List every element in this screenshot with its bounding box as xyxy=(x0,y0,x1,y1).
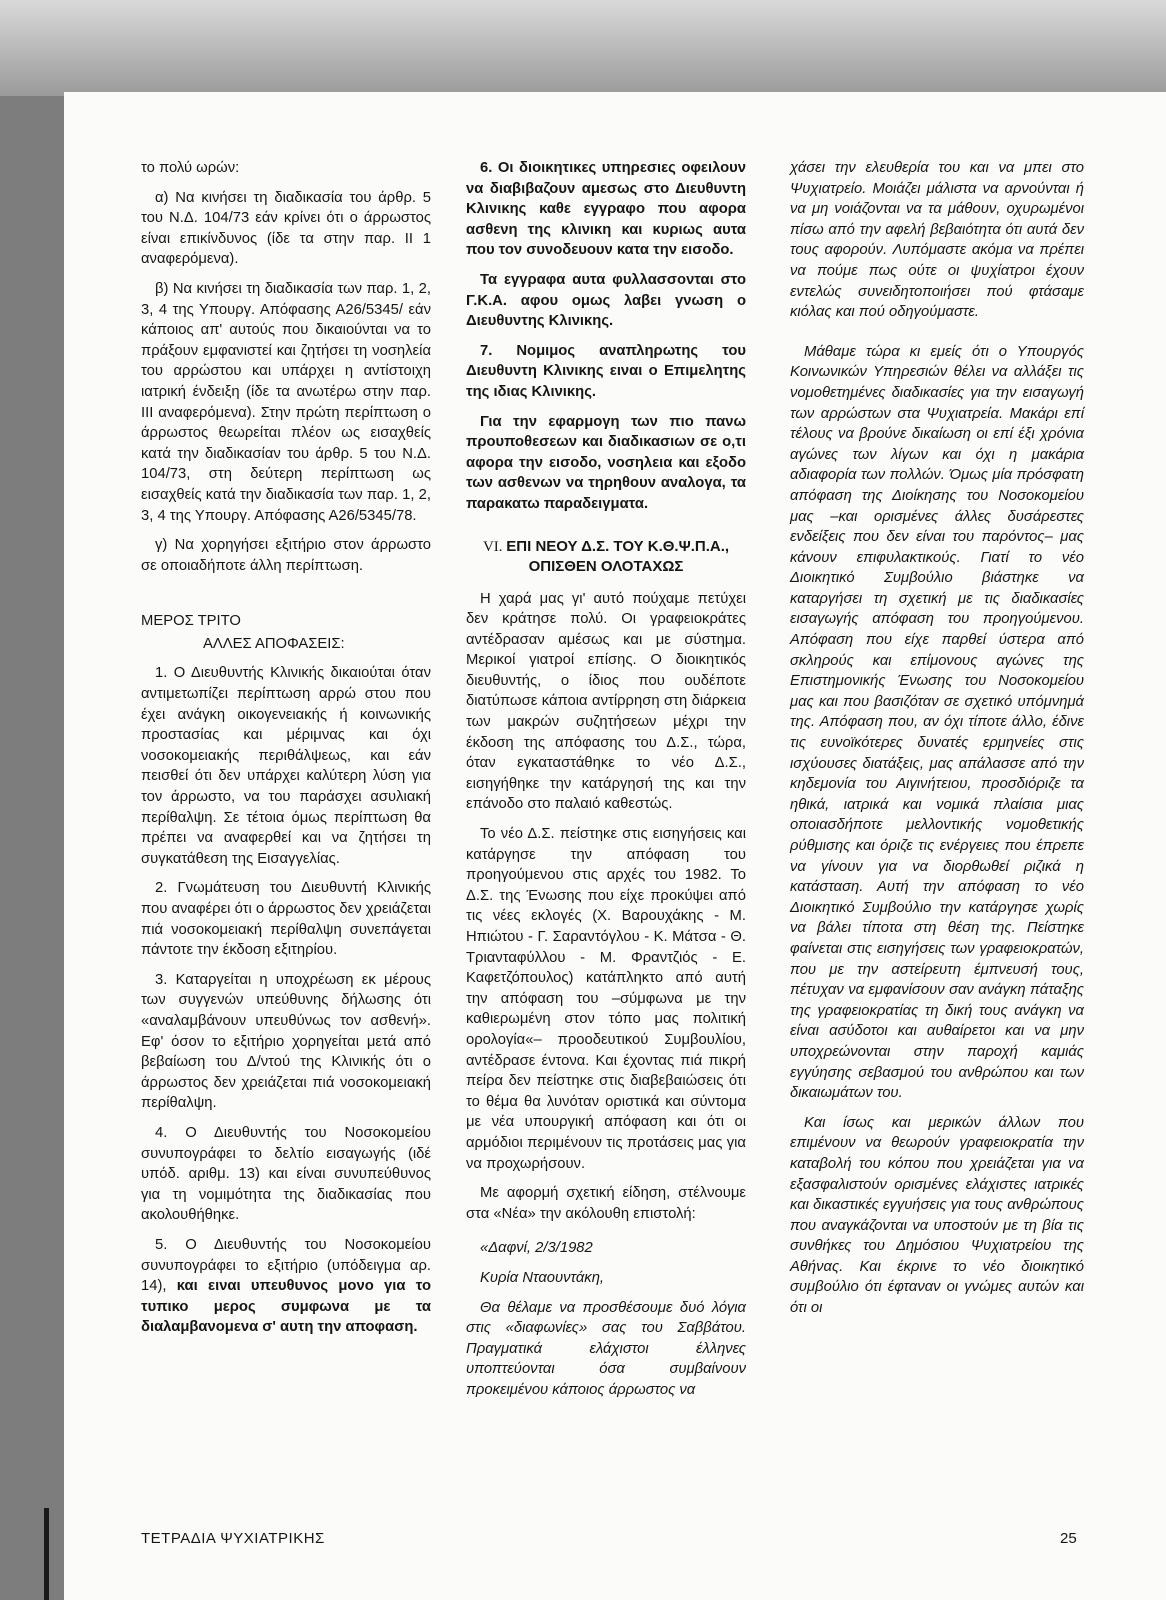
paragraph: 4. Ο Διευθυντής του Νοσοκομείου συνυπογράφει το δελτίο εισαγωγής (ιδέ υπόδ. αριθμ. 13) και είναι συνυπεύθυνος για τη νομιμότητα της διαδικασίας που ακολουθήθηκε. xyxy=(141,1124,431,1224)
spacer xyxy=(790,332,1084,342)
spacer xyxy=(141,585,431,611)
paragraph: 1. Ο Διευθυντής Κλινικής δικαιούται όταν αντιμετωπίζει περίπτωση αρρώ στου που έχει ανάγκη οικογενειακής ή κοινωνικής προστασίας και μέριμνας και όχι νοσοκομειακής περιθάλψεως, και εάν πεισθεί ότι δεν υπάρχει καλύτερη λύση για τον άρρωστο, να του παράσχει ασυλιακή περίθαλψη. Σε τέτοια όμως περίπτωση θα πρέπει να αναφερθεί και να ζητήσει τη συγκατάθεση της Εισαγγελίας. xyxy=(141,665,431,867)
binding-edge xyxy=(44,1508,49,1600)
paragraph: το πολύ ωρών: xyxy=(141,160,240,176)
section-title-line2: ΟΠΙΣΘΕΝ ΟΛΟΤΑΧΩΣ xyxy=(528,557,684,575)
letter-date: «Δαφνί, 2/3/1982 xyxy=(480,1240,593,1257)
paragraph: Η χαρά μας γι' αυτό πούχαμε πετύχει δεν κράτησε πολύ. Οι γραφειοκράτες αντέδρασαν αμέσως και με σύστημα. Μερικοί γιατροί επίσης. Ο διοικητικός διευθυντής, ο ίδιος που ουδέποτε διατύπωσε κάποια αντίρρηση στη διάρκεια των μακρών συζητήσεων μέχρι την έκδοση της απόφασης του Δ.Σ., τώρα, όταν εγκαταστάθηκε το νέο Δ.Σ., εισηγήθηκε την κατάργησή της και την επάνοδο στο παλαιό καθεστώς. xyxy=(466,590,746,813)
paragraph: γ) Να χορηγήσει εξιτήριο στον άρρωστο σε οποιαδήποτε άλλη περίπτωση. xyxy=(141,537,431,574)
column-1 xyxy=(141,158,431,1347)
paragraph: Με αφορμή σχετική είδηση, στέλνουμε στα «Νέα» την ακόλουθη επιστολή: xyxy=(466,1185,746,1222)
paragraph xyxy=(141,1235,431,1338)
paragraph: Και ίσως και μερικών άλλων που επιμένουν να θεωρούν γραφειοκρατία την καταβολή του κόπου που χρειάζεται για να εξασφαλιστούν ορισμένες ελάχιστες ιατρικές και δικαστικές εγγυήσεις για τους ανθρώπους που αναγκάζονται να υποστούν με τη βία τις συνθήκες του Δημόσιου Ψυχιατρείου της Αθήνας. Και έκρινε το νέο διοικητικό συμβούλιο ότι έφταναν οι γνώμες αυτών και ότι οι xyxy=(790,1114,1084,1317)
column-2 xyxy=(466,158,746,1409)
paragraph-text: 5. Ο Διευθυντής του Νοσοκομείου συνυπογράφει το εξιτήριο (υπόδειγμα αρ. 14), xyxy=(141,1236,431,1295)
paragraph: 7. Νομιμος αναπληρωτης του Διευθυντη Κλινικης ειναι ο Επιμελητης της ιδιας Κλινικης. xyxy=(466,342,746,400)
letter-salutation: Κυρία Νταουντάκη, xyxy=(480,1269,605,1286)
page-number: 25 xyxy=(1060,1530,1077,1547)
paragraph: α) Να κινήσει τη διαδικασία του άρθρ. 5 του Ν.Δ. 104/73 εάν κρίνει ότι ο άρρωστος είναι επικίνδυνος (ίδε τα στην παρ. ΙΙ 1 αναφερόμενα). xyxy=(141,189,431,268)
journal-title: ΤΕΤΡΑΔΙΑ ΨΥΧΙΑΤΡΙΚΗΣ xyxy=(141,1530,325,1547)
part-title: ΜΕΡΟΣ ΤΡΙΤΟ xyxy=(141,613,241,630)
paragraph: Μάθαμε τώρα κι εμείς ότι ο Υπουργός Κοινωνικών Υπηρεσιών θέλει να αλλάξει τις νομοθετημένες διαδικασίες για την εισαγωγή των αρρώστων στα Ψυχιατρεία. Μακάρι επί τέλους να βρούνε δικαίωση οι επί έξι χρόνια αγώνες των λίγων και όχι η μακάρια αδιαφορία των πολλών. Όμως μία πρόσφατη απόφαση της Διοίκησης του Νοσοκομείου μας –και ορισμένες άλλες δυσάρεστες ενδείξεις που δεν είναι του παρόντος– μας κάνουν επιφυλακτικούς. Γιατί το νέο Διοικητικό Συμβούλιο βιάστηκε να καταργήσει τη σχετική με τις διαδικασίες εισαγωγής απόφαση του προηγούμενου. Απόφαση που είχε παρθεί ύστερα από σκληρούς και επίμονους αγώνες της Επιστημονικής Ένωσης του Νοσοκομείου μας και που βασιζόταν σε σχετικό υπόμνημά της. Απόφαση που, αν όχι τίποτε άλλο, έδινε τις ευνοϊκότερες δυνατές ερμηνείες στις ισχύουσες διατάξεις, μας απάλασσε από την κηδεμονία του Αιγινήτειου, προσδιόριζε τα ηθικά, ιατρικά και νομικά πλαίσια μιας οποιασδήποτε μελλοντικής νομοθετικής ρύθμισης και όριζε τις ενέργειες που έπρεπε να γίνουν για να διορθωθεί ριζικά η κατάσταση. Αυτή την απόφαση το νέο Διοικητικό Συμβούλιο την κατάργησε χωρίς να βάλει τίποτα στη θέση της. Πείστηκε φαίνεται στις εισηγήσεις των γραφειοκρατών, που με την αστείρευτη έμπνευσή τους, πέτυχαν να εμφανίσουν σαν ανάγκη πάταξης της γραφειοκρατίας τη δική τους ανάγκη να είναι ασύδοτοι και αυθαίρετοι και να μην υποχρεώνονται στην παροχή καμιάς εγγύησης σεβασμού του ανθρώπου και των δικαιωμάτων του. xyxy=(790,343,1084,1102)
paragraph: χάσει την ελευθερία του και να μπει στο Ψυχιατρείο. Μοιάζει μάλιστα να αρνούνται ή να μη νοιάζονται να τα μάθουν, οχυρωμένοι πίσω από την αφελή βεβαιότητα ότι αυτά δεν τους αφορούν. Λυπόμαστε ακόμα να πρέπει να πούμε πως ούτε οι ψυχίατροι έχουν εντελώς συνειδητοποιήσει πού φτάσαμε κιόλας και πού οδηγούμαστε. xyxy=(790,160,1084,321)
section-heading xyxy=(466,537,746,577)
paragraph: Το νέο Δ.Σ. πείστηκε στις εισηγήσεις και κατάργησε την απόφαση του προηγούμενου στις αρχές του 1982. Το Δ.Σ. της Ένωσης που είχε προκύψει από τις νέες εκλογές (Χ. Βαρουχάκης - Μ. Ηπιώτου - Γ. Σαραντόγλου - Κ. Μάτσα - Θ. Τριανταφύλλου - Μ. Φραντζιός - Ε. Καφετζόπουλος) κατάπληκτο από αυτή την απόφαση του –σύμφωνα με την καθιερωμένη στον τόπο μας πολιτική ορολογία«– προοδευτικού Συμβουλίου, αντέδρασε έντονα. Και έχοντας πιά πικρή πείρα δεν πείστηκε στις διαβεβαιώσεις ότι το θέμα θα λυνόταν οριστικά και σύντομα με νέα υπουργική απόφαση και ότι οι αρμόδιοι περιμένουν τις προτάσεις μας για να προχωρήσουν. xyxy=(466,826,746,1172)
paragraph: Τα εγγραφα αυτα φυλλασσονται στο Γ.Κ.Α. αφου ομως λαβει γνωση ο Διευθυντης Κλινικης. xyxy=(466,271,746,330)
paragraph: β) Να κινήσει τη διαδικασία των παρ. 1, 2, 3, 4 της Υπουργ. Απόφασης Α26/5345/ εάν κάποιος απ' αυτούς που δικαιούνται να το πράξουν εμφανιστεί και ζητήσει τη νοσηλεία του αρρώστου και υπάρχει η αντίστοιχη ιατρική ένδειξη (ίδε τα ανωτέρω στην παρ. ΙΙΙ αναφερόμενα). Στην πρώτη περίπτωση ο άρρωστος θεωρείται πλέον ως εισαχθείς κατά την διαδικασίαν του άρθρ. 5 του Ν.Δ. 104/73, στη δεύτερη περίπτωση ως εισαχθείς κατά την διαδικασία των παρ. 1, 2, 3, 4 της Υπουργ. Απόφασης Α26/5345/78. xyxy=(141,280,431,524)
column-3 xyxy=(790,158,1084,1328)
section-number: VI. xyxy=(482,538,503,555)
paragraph: Θα θέλαμε να προσθέσουμε δυό λόγια στις «διαφωνίες» σας του Σαββάτου. Πραγματικά ελάχιστοι έλληνες υποπτεύονται όσα συμβαίνουν προκειμένου κάποιος άρρωστος να xyxy=(466,1299,746,1398)
paragraph: 2. Γνωμάτευση του Διευθυντή Κλινικής που αναφέρει ότι ο άρρωστος δεν χρειάζεται πιά νοσοκομειακή περίθαλψη συνεπάγεται πάντοτε την έκδοση εξιτηρίου. xyxy=(141,880,431,959)
scanner-background xyxy=(0,0,1166,96)
section-title-line1: ΕΠΙ ΝΕΟΥ Δ.Σ. ΤΟΥ Κ.Θ.Ψ.Π.Α., xyxy=(506,537,730,555)
paragraph: Για την εφαρμογη των πιο πανω προυποθεσεων και διαδικασιων σε ο,τι αφορα την εισοδο, νοσηλεια και εξοδο των ασθενων να τηρηθουν αναλογα, τα παρακατω παραδειγματα. xyxy=(466,413,746,512)
part-subtitle: ΑΛΛΕΣ ΑΠΟΦΑΣΕΙΣ: xyxy=(203,635,345,652)
paragraph-bold-text: και ειναι υπευθυνος μονο για το τυπικο μερος συμφωνα με τα διαλαμβανομενα σ' αυτη την αποφαση. xyxy=(141,1278,431,1336)
paragraph: 3. Καταργείται η υποχρέωση εκ μέρους των συγγενών υπεύθυνης δήλωσης ότι «αναλαμβάνουν υπευθύνως τον ασθενή». Εφ' όσον το εξιτήριο χορηγείται μετά από βεβαίωση του Δ/ντού της Κλινικής ότι ο άρρωστος δεν χρειάζεται πιά νοσοκομειακή περίθαλψη. xyxy=(141,971,431,1112)
paragraph: 6. Οι διοικητικες υπηρεσιες οφειλουν να διαβιβαζουν αμεσως στο Διευθυντη Κλινικης καθε εγγραφο που αφορα ασθενη της κλινικη και κυριως αυτα που τον συνοδευουν κατα την εισοδο. xyxy=(466,160,746,259)
